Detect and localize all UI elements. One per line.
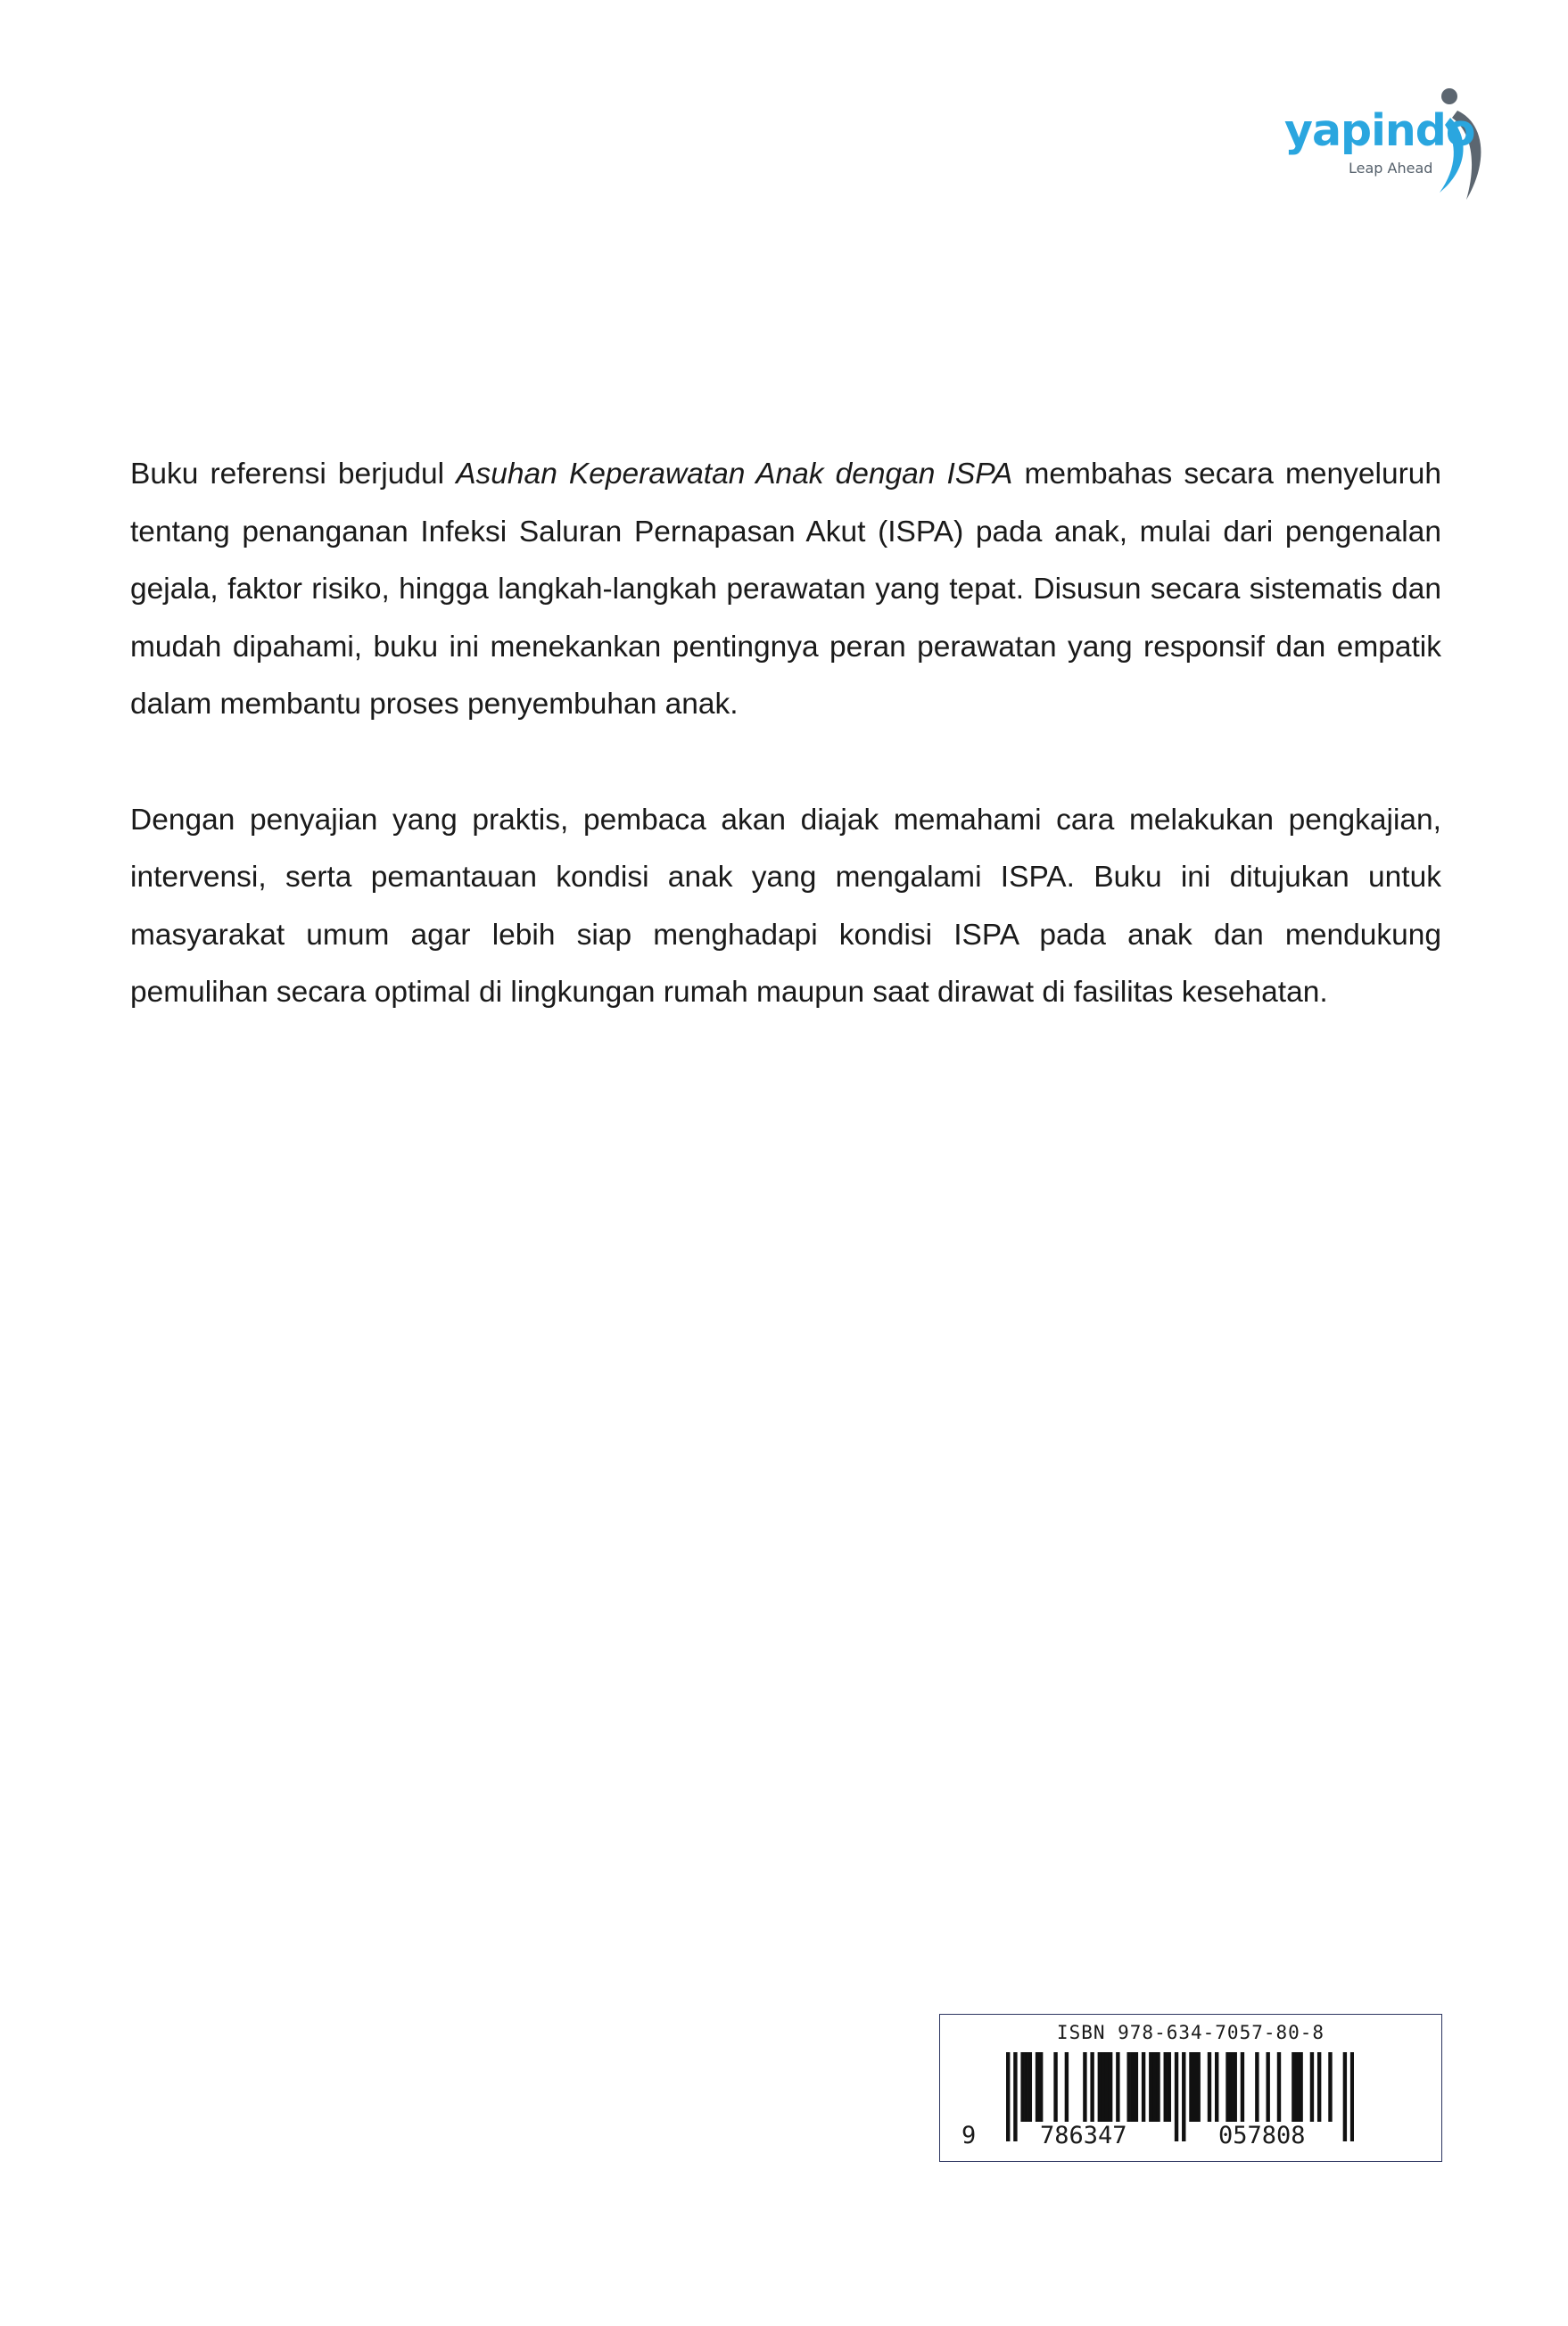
isbn-label: ISBN 978-634-7057-80-8: [1056, 2022, 1325, 2043]
barcode-bar: [1053, 2052, 1057, 2122]
barcode-bar: [1310, 2052, 1314, 2122]
isbn-barcode-box: [939, 2014, 1442, 2162]
barcode-bar: [1109, 2052, 1112, 2122]
barcode-bar: [1234, 2052, 1237, 2122]
description-p1-rest: membahas secara menyeluruh tentang penanganan Infeksi Saluran Pernapasan Akut (ISPA) pada anak, mulai dari pengenalan gejala, faktor risiko, hingga langkah-langkah perawatan yang tepat. Disusun secara sistematis dan mudah dipahami, buku ini menekankan pentingnya peran perawatan yang responsif dan empatik dalam membantu proses penyembuhan anak.: [130, 458, 1442, 721]
barcode-bar: [1343, 2052, 1347, 2141]
barcode-bar: [1229, 2052, 1233, 2122]
barcode-bar: [1013, 2052, 1017, 2141]
publisher-logo: [1283, 87, 1497, 208]
barcode-bar: [1116, 2052, 1119, 2122]
publisher-tagline: Leap Ahead: [1349, 160, 1433, 177]
barcode-bar: [1149, 2052, 1152, 2122]
barcode-bar: [1090, 2052, 1093, 2122]
barcode-bar: [1135, 2052, 1138, 2122]
barcode-bar: [1083, 2052, 1086, 2122]
book-description: [130, 446, 1441, 1022]
publisher-name: yapindo: [1284, 105, 1475, 156]
barcode-bar: [1193, 2052, 1196, 2122]
barcode-bar: [1142, 2052, 1145, 2122]
barcode-bar: [1126, 2052, 1130, 2122]
barcode-bar: [1350, 2052, 1354, 2141]
barcode-bar: [1175, 2052, 1178, 2141]
barcode-bar: [1255, 2052, 1259, 2122]
barcode-bar: [1025, 2052, 1028, 2122]
description-paragraph-2: Dengan penyajian yang praktis, pembaca akan diajak memahami cara melakukan pengkajian, intervensi, serta pemantauan kondisi anak yang mengalami ISPA. Buku ini ditujukan untuk masyarakat umum agar lebih siap menghadapi kondisi ISPA pada anak dan mendukung pemulihan secara optimal di lingkungan rumah maupun saat dirawat di fasilitas kesehatan.: [130, 803, 1441, 1009]
book-title: Asuhan Keperawatan Anak dengan ISPA: [456, 458, 1013, 491]
barcode-bar: [1036, 2052, 1039, 2122]
description-paragraph-1: [130, 446, 1441, 734]
isbn-right-digits: 057808: [1218, 2122, 1306, 2149]
barcode-bar: [1020, 2052, 1024, 2122]
barcode-bar: [1196, 2052, 1200, 2122]
barcode-bar: [1299, 2052, 1302, 2122]
barcode-bar: [1006, 2052, 1010, 2141]
barcode-bar: [1226, 2052, 1229, 2122]
barcode-bar: [1328, 2052, 1332, 2122]
barcode-bar: [1208, 2052, 1211, 2122]
barcode-bar: [1164, 2052, 1168, 2122]
barcode-bar: [1105, 2052, 1109, 2122]
barcode-bar: [1028, 2052, 1032, 2122]
barcode-bar: [1266, 2052, 1269, 2122]
barcode-bar: [1152, 2052, 1156, 2122]
barcode-bar: [1065, 2052, 1069, 2122]
barcode-bar: [1189, 2052, 1193, 2122]
barcode-bar: [1168, 2052, 1171, 2122]
isbn-first-digit: 9: [961, 2122, 977, 2149]
barcode-bar: [1277, 2052, 1281, 2122]
barcode-bar: [1241, 2052, 1244, 2122]
barcode-bar: [1292, 2052, 1295, 2122]
barcode-bar: [1215, 2052, 1218, 2122]
barcode-bar: [1182, 2052, 1185, 2141]
barcode-bar: [1156, 2052, 1159, 2122]
barcode-bar: [1098, 2052, 1102, 2122]
barcode-bar: [1295, 2052, 1299, 2122]
description-p1-intro: Buku referensi berjudul: [130, 458, 457, 491]
barcode-bar: [1039, 2052, 1043, 2122]
barcode-bar: [1102, 2052, 1105, 2122]
barcode-bar: [1131, 2052, 1135, 2122]
isbn-left-digits: 786347: [1040, 2122, 1127, 2149]
barcode-bar: [1317, 2052, 1321, 2122]
